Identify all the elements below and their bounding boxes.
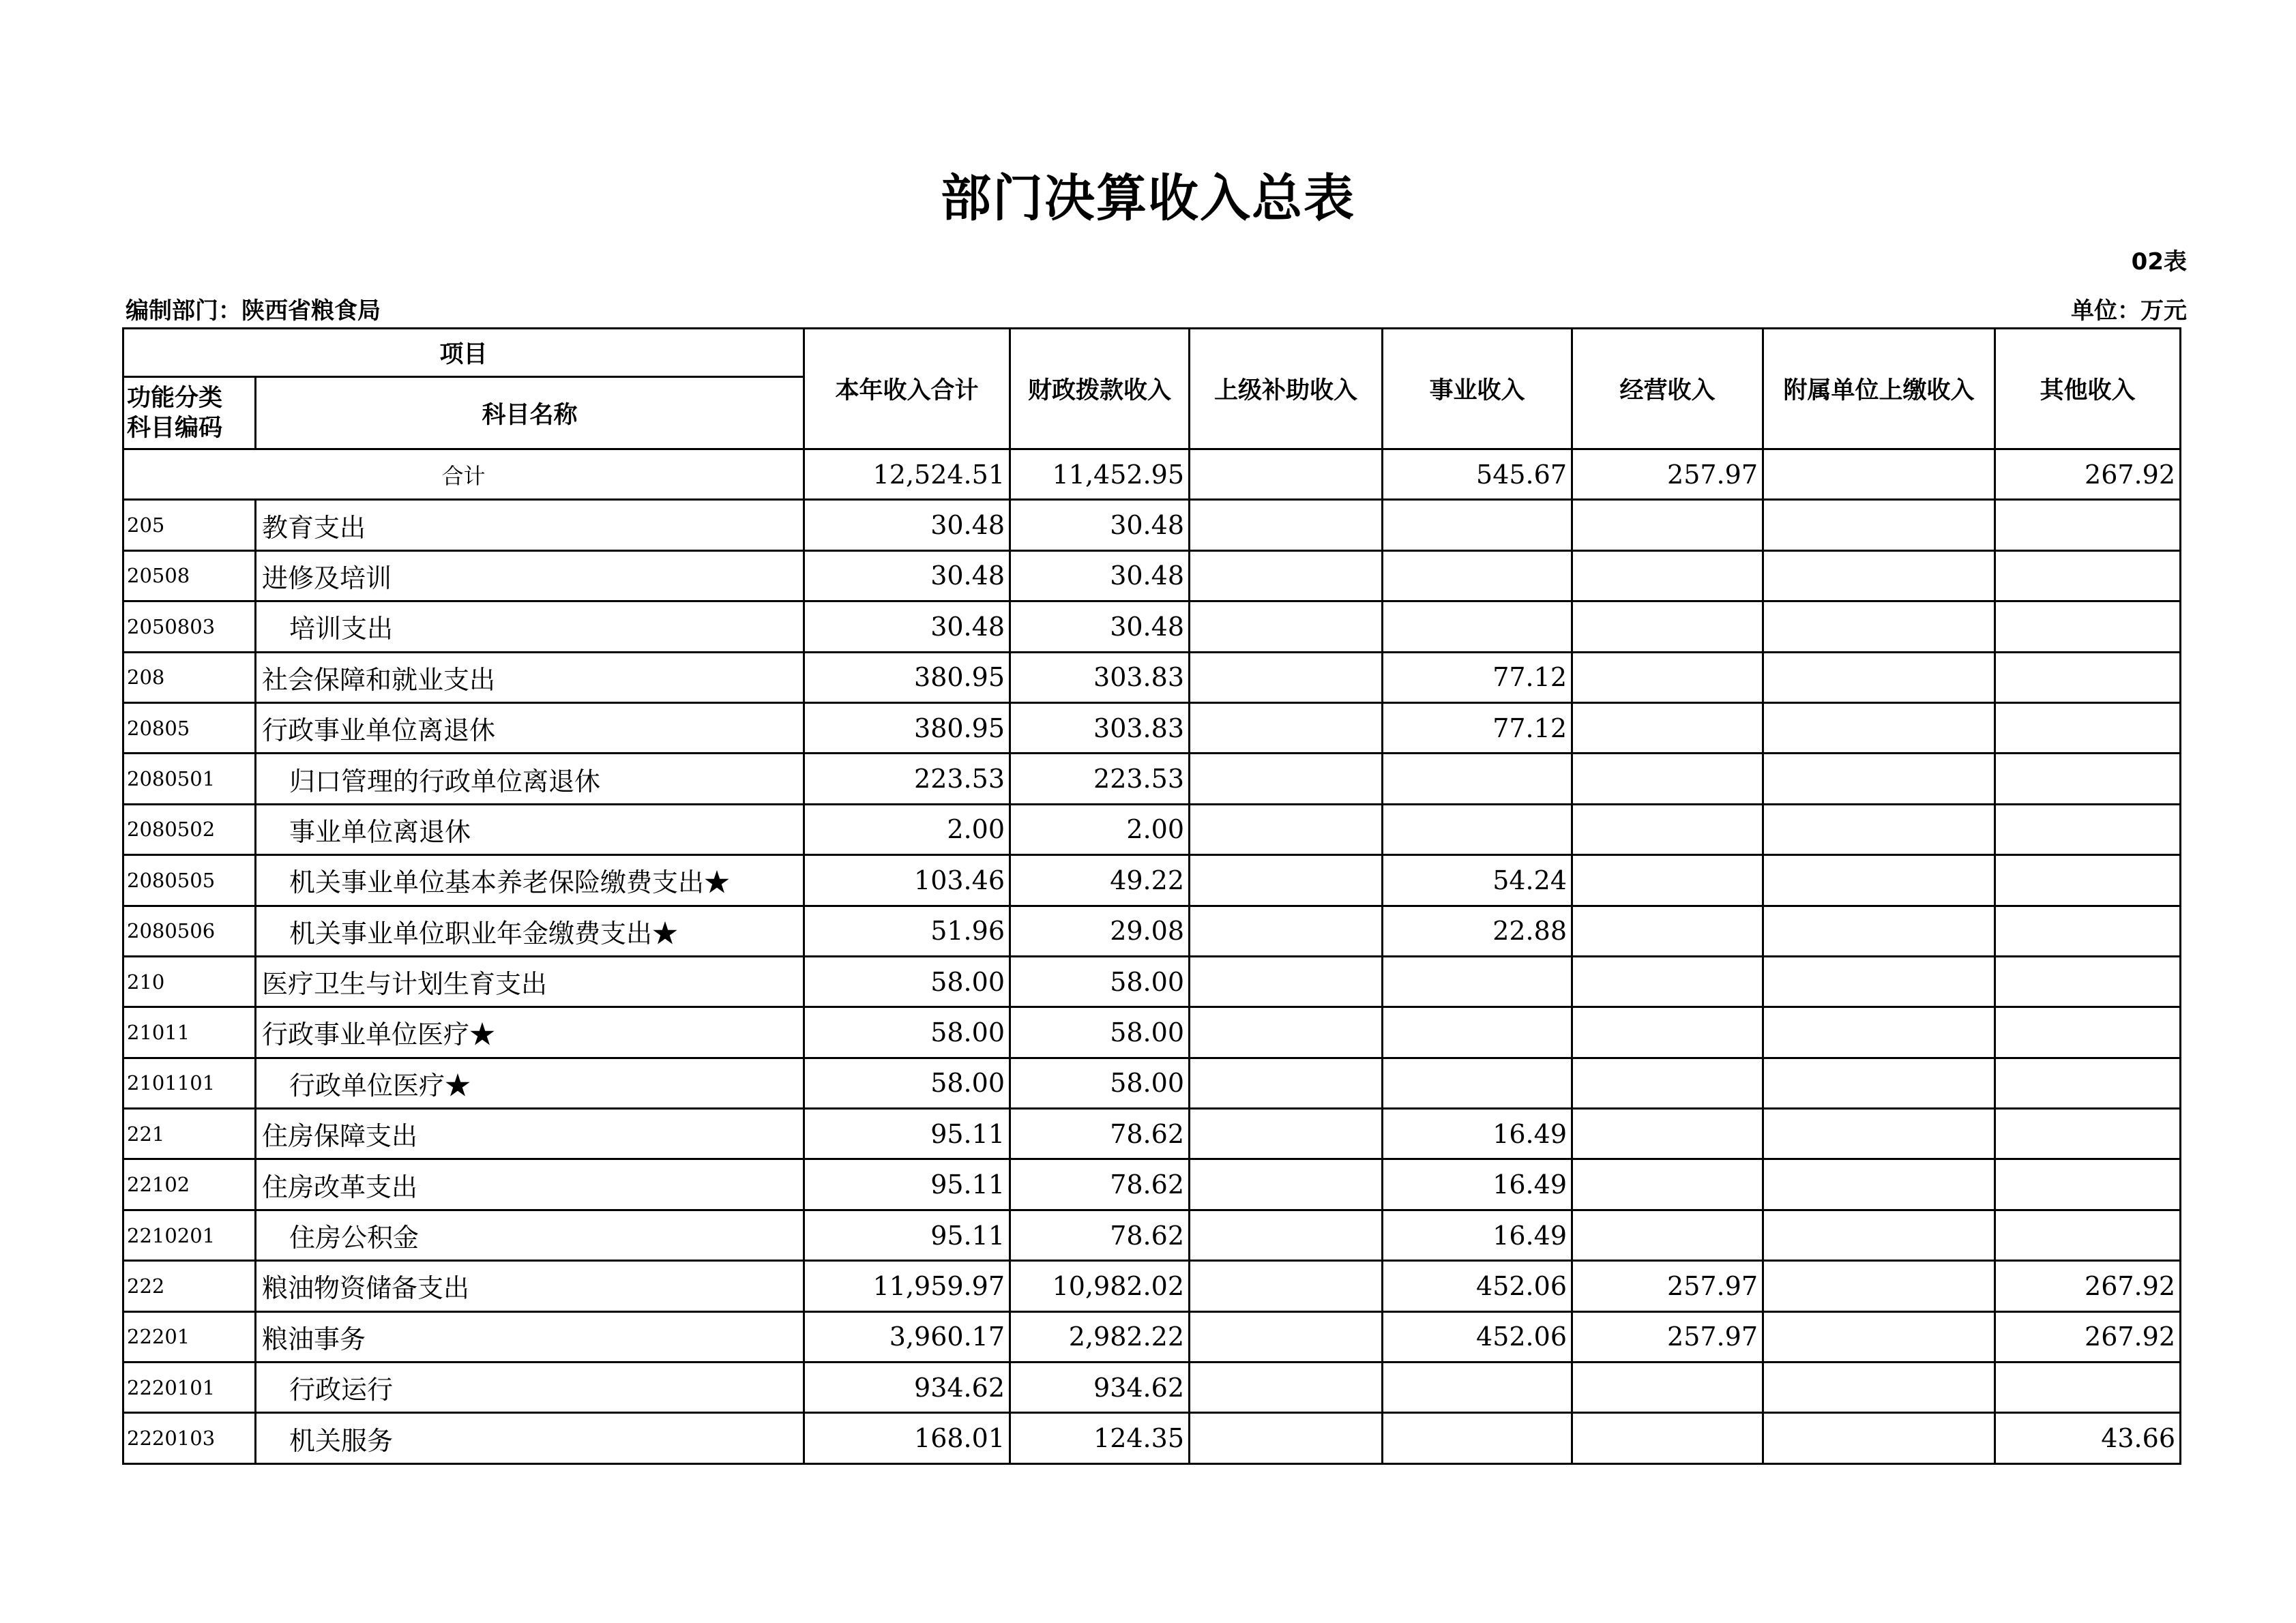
row-value <box>1572 1363 1763 1413</box>
row-value <box>1995 652 2181 702</box>
row-code: 221 <box>123 1109 256 1159</box>
header-total-income: 本年收入合计 <box>804 329 1010 449</box>
row-value <box>1190 956 1383 1007</box>
row-value: 30.48 <box>804 500 1010 550</box>
row-value <box>1572 1007 1763 1058</box>
row-value: 257.97 <box>1572 1261 1763 1311</box>
header-name: 科目名称 <box>256 377 804 449</box>
total-row <box>123 449 2181 500</box>
table-row <box>123 906 2181 956</box>
table-number: 02表 <box>2131 248 2187 276</box>
row-value <box>1190 601 1383 652</box>
row-name: 住房保障支出 <box>256 1109 804 1159</box>
row-value: 30.48 <box>804 601 1010 652</box>
row-value: 223.53 <box>1010 754 1190 804</box>
row-value <box>1190 1007 1383 1058</box>
row-value <box>1190 754 1383 804</box>
row-value: 30.48 <box>1010 601 1190 652</box>
row-value <box>1995 550 2181 601</box>
row-value: 95.11 <box>804 1159 1010 1210</box>
row-name: 机关事业单位职业年金缴费支出★ <box>256 906 804 956</box>
row-value <box>1763 1007 1995 1058</box>
row-value: 95.11 <box>804 1109 1010 1159</box>
header-subordinate-payment: 附属单位上缴收入 <box>1763 329 1995 449</box>
table-row <box>123 1261 2181 1311</box>
total-label: 合计 <box>123 449 804 500</box>
row-code: 20508 <box>123 550 256 601</box>
row-value <box>1572 652 1763 702</box>
row-value <box>1572 500 1763 550</box>
row-code: 2080506 <box>123 906 256 956</box>
row-value <box>1995 855 2181 906</box>
table-row <box>123 1007 2181 1058</box>
row-value <box>1763 1363 1995 1413</box>
row-value <box>1572 1058 1763 1108</box>
row-value <box>1190 804 1383 854</box>
row-code: 2220101 <box>123 1363 256 1413</box>
row-value: 380.95 <box>804 702 1010 753</box>
row-value: 22.88 <box>1383 906 1572 956</box>
row-value <box>1763 855 1995 906</box>
table-row <box>123 652 2181 702</box>
row-value <box>1763 702 1995 753</box>
row-value <box>1572 1159 1763 1210</box>
table-row <box>123 1210 2181 1260</box>
row-name: 事业单位离退休 <box>256 804 804 854</box>
row-value: 58.00 <box>1010 1058 1190 1108</box>
row-name: 粮油物资储备支出 <box>256 1261 804 1311</box>
row-code: 2220103 <box>123 1413 256 1463</box>
page-title: 部门决算收入总表 <box>941 169 1355 228</box>
row-value: 11,959.97 <box>804 1261 1010 1311</box>
total-value: 12,524.51 <box>804 449 1010 500</box>
row-value: 2.00 <box>804 804 1010 854</box>
row-value <box>1190 702 1383 753</box>
header-superior-subsidy: 上级补助收入 <box>1190 329 1383 449</box>
table-row <box>123 855 2181 906</box>
row-value: 16.49 <box>1383 1159 1572 1210</box>
row-value: 58.00 <box>1010 1007 1190 1058</box>
row-value <box>1995 1159 2181 1210</box>
row-code: 2080502 <box>123 804 256 854</box>
row-value: 78.62 <box>1010 1109 1190 1159</box>
row-value: 95.11 <box>804 1210 1010 1260</box>
row-value <box>1383 1058 1572 1108</box>
row-value <box>1763 1311 1995 1362</box>
row-value <box>1383 500 1572 550</box>
row-value <box>1763 652 1995 702</box>
row-value <box>1572 1413 1763 1463</box>
row-value: 303.83 <box>1010 702 1190 753</box>
row-name: 社会保障和就业支出 <box>256 652 804 702</box>
row-value: 267.92 <box>1995 1311 2181 1362</box>
row-value <box>1383 1363 1572 1413</box>
row-value <box>1190 1261 1383 1311</box>
row-value: 58.00 <box>804 956 1010 1007</box>
row-value: 223.53 <box>804 754 1010 804</box>
row-value <box>1995 1210 2181 1260</box>
row-value <box>1763 1159 1995 1210</box>
row-value <box>1383 1007 1572 1058</box>
row-value <box>1995 1363 2181 1413</box>
table-row <box>123 1159 2181 1210</box>
row-value: 257.97 <box>1572 1311 1763 1362</box>
table-row <box>123 804 2181 854</box>
total-value <box>1190 449 1383 500</box>
row-value <box>1763 601 1995 652</box>
row-value <box>1190 1058 1383 1108</box>
row-value <box>1763 1261 1995 1311</box>
row-value: 303.83 <box>1010 652 1190 702</box>
row-value: 30.48 <box>1010 550 1190 601</box>
row-name: 培训支出 <box>256 601 804 652</box>
row-value <box>1190 1363 1383 1413</box>
row-value: 58.00 <box>804 1007 1010 1058</box>
row-code: 2101101 <box>123 1058 256 1108</box>
row-value <box>1190 855 1383 906</box>
row-value: 267.92 <box>1995 1261 2181 1311</box>
row-code: 20805 <box>123 702 256 753</box>
row-value <box>1190 550 1383 601</box>
row-value <box>1190 906 1383 956</box>
table-row <box>123 500 2181 550</box>
income-summary-table <box>122 327 2181 1465</box>
row-value <box>1190 652 1383 702</box>
table-row <box>123 1058 2181 1108</box>
row-value: 77.12 <box>1383 702 1572 753</box>
table-row <box>123 702 2181 753</box>
row-value: 49.22 <box>1010 855 1190 906</box>
row-value <box>1572 1210 1763 1260</box>
row-value <box>1572 754 1763 804</box>
row-name: 机关事业单位基本养老保险缴费支出★ <box>256 855 804 906</box>
header-operating-income: 经营收入 <box>1572 329 1763 449</box>
table-row <box>123 1413 2181 1463</box>
row-value <box>1995 754 2181 804</box>
row-code: 2050803 <box>123 601 256 652</box>
total-value: 267.92 <box>1995 449 2181 500</box>
row-value: 78.62 <box>1010 1210 1190 1260</box>
row-code: 2080505 <box>123 855 256 906</box>
table-row <box>123 754 2181 804</box>
row-value: 2,982.22 <box>1010 1311 1190 1362</box>
row-code: 22201 <box>123 1311 256 1362</box>
row-value <box>1763 550 1995 601</box>
row-value <box>1190 1311 1383 1362</box>
row-value <box>1995 601 2181 652</box>
row-value: 30.48 <box>1010 500 1190 550</box>
row-value <box>1383 804 1572 854</box>
row-value <box>1995 804 2181 854</box>
row-value <box>1383 1413 1572 1463</box>
row-name: 行政事业单位医疗★ <box>256 1007 804 1058</box>
row-value: 58.00 <box>804 1058 1010 1108</box>
row-code: 2210201 <box>123 1210 256 1260</box>
row-value <box>1572 906 1763 956</box>
row-value <box>1572 855 1763 906</box>
row-code: 208 <box>123 652 256 702</box>
row-name: 行政事业单位离退休 <box>256 702 804 753</box>
row-value <box>1763 1210 1995 1260</box>
row-name: 住房改革支出 <box>256 1159 804 1210</box>
row-value <box>1763 804 1995 854</box>
row-value: 51.96 <box>804 906 1010 956</box>
row-value <box>1572 804 1763 854</box>
row-value <box>1572 1109 1763 1159</box>
row-value: 103.46 <box>804 855 1010 906</box>
row-value: 124.35 <box>1010 1413 1190 1463</box>
row-value <box>1763 906 1995 956</box>
total-value <box>1763 449 1995 500</box>
row-value: 168.01 <box>804 1413 1010 1463</box>
total-value: 545.67 <box>1383 449 1572 500</box>
header-fiscal-appropriation: 财政拨款收入 <box>1010 329 1190 449</box>
row-value <box>1995 1109 2181 1159</box>
row-name: 粮油事务 <box>256 1311 804 1362</box>
unit-label: 单位：万元 <box>2071 297 2187 325</box>
row-value <box>1763 754 1995 804</box>
header-item: 项目 <box>123 329 804 377</box>
row-value <box>1995 702 2181 753</box>
row-value: 78.62 <box>1010 1159 1190 1210</box>
row-value: 10,982.02 <box>1010 1261 1190 1311</box>
row-value <box>1383 956 1572 1007</box>
row-value <box>1995 956 2181 1007</box>
row-value: 29.08 <box>1010 906 1190 956</box>
row-value: 3,960.17 <box>804 1311 1010 1362</box>
table-row <box>123 956 2181 1007</box>
row-code: 222 <box>123 1261 256 1311</box>
table-row <box>123 1109 2181 1159</box>
row-value <box>1763 500 1995 550</box>
row-value <box>1190 1159 1383 1210</box>
row-value: 16.49 <box>1383 1210 1572 1260</box>
row-name: 归口管理的行政单位离退休 <box>256 754 804 804</box>
row-code: 2080501 <box>123 754 256 804</box>
row-name: 行政运行 <box>256 1363 804 1413</box>
row-name: 行政单位医疗★ <box>256 1058 804 1108</box>
row-value: 2.00 <box>1010 804 1190 854</box>
header-business-income: 事业收入 <box>1383 329 1572 449</box>
row-value: 452.06 <box>1383 1311 1572 1362</box>
row-value <box>1572 702 1763 753</box>
department-label: 编制部门：陕西省粮食局 <box>126 297 381 325</box>
row-value <box>1190 1210 1383 1260</box>
row-value <box>1995 1058 2181 1108</box>
row-name: 医疗卫生与计划生育支出 <box>256 956 804 1007</box>
row-value: 77.12 <box>1383 652 1572 702</box>
row-value <box>1763 1413 1995 1463</box>
row-value <box>1572 550 1763 601</box>
row-code: 210 <box>123 956 256 1007</box>
row-value: 54.24 <box>1383 855 1572 906</box>
row-code: 22102 <box>123 1159 256 1210</box>
table-row <box>123 1363 2181 1413</box>
row-value: 934.62 <box>1010 1363 1190 1413</box>
table-row <box>123 601 2181 652</box>
total-value: 257.97 <box>1572 449 1763 500</box>
row-value <box>1383 601 1572 652</box>
row-value <box>1383 754 1572 804</box>
row-name: 住房公积金 <box>256 1210 804 1260</box>
row-name: 教育支出 <box>256 500 804 550</box>
row-value <box>1995 906 2181 956</box>
row-value <box>1572 601 1763 652</box>
row-value: 16.49 <box>1383 1109 1572 1159</box>
row-value <box>1763 956 1995 1007</box>
row-value: 30.48 <box>804 550 1010 601</box>
row-value: 58.00 <box>1010 956 1190 1007</box>
row-value: 43.66 <box>1995 1413 2181 1463</box>
total-value: 11,452.95 <box>1010 449 1190 500</box>
row-value: 380.95 <box>804 652 1010 702</box>
header-code: 功能分类 科目编码 <box>123 377 256 449</box>
row-value <box>1190 1413 1383 1463</box>
row-value <box>1995 1007 2181 1058</box>
row-value <box>1763 1058 1995 1108</box>
header-other-income: 其他收入 <box>1995 329 2181 449</box>
row-value <box>1190 1109 1383 1159</box>
row-value <box>1383 550 1572 601</box>
row-name: 机关服务 <box>256 1413 804 1463</box>
table-row <box>123 1311 2181 1362</box>
row-value: 452.06 <box>1383 1261 1572 1311</box>
row-value <box>1995 500 2181 550</box>
row-code: 21011 <box>123 1007 256 1058</box>
row-value <box>1572 956 1763 1007</box>
row-value <box>1190 500 1383 550</box>
row-name: 进修及培训 <box>256 550 804 601</box>
row-value: 934.62 <box>804 1363 1010 1413</box>
row-code: 205 <box>123 500 256 550</box>
row-value <box>1763 1109 1995 1159</box>
table-row <box>123 550 2181 601</box>
